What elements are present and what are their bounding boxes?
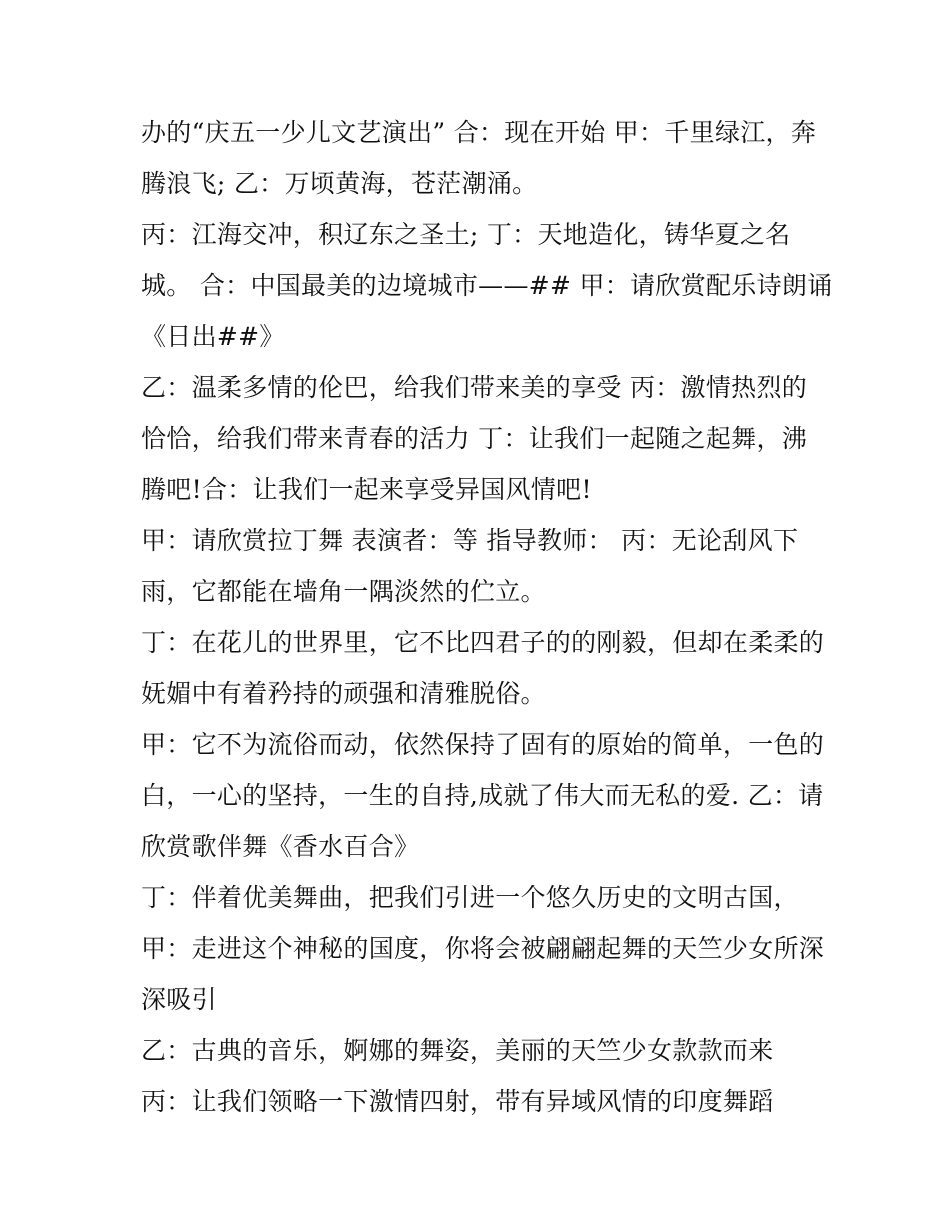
text-line-19: 乙：古典的音乐，婀娜的舞姿，美丽的天竺少女款款而来 <box>141 1036 774 1065</box>
text-line-6: 乙：温柔多情的伦巴，给我们带来美的享受 丙：激情热烈的 <box>141 373 808 402</box>
text-line-18: 深吸引 <box>141 985 217 1014</box>
text-line-3: 丙：江海交冲，积辽东之圣土; 丁：天地造化，铸华夏之名 <box>141 220 791 249</box>
text-line-20: 丙：让我们领略一下激情四射，带有异域风情的印度舞蹈 <box>141 1087 774 1116</box>
text-line-14: 白，一心的坚持，一生的自持,成就了伟大而无私的爱. 乙：请 <box>141 781 824 810</box>
text-line-4: 城。 合：中国最美的边境城市——## 甲：请欣赏配乐诗朗诵 <box>141 271 833 300</box>
text-line-8: 腾吧!合：让我们一起来享受异国风情吧! <box>141 475 592 504</box>
text-line-16: 丁：伴着优美舞曲，把我们引进一个悠久历史的文明古国， <box>141 883 799 912</box>
text-line-7: 恰恰，给我们带来青春的活力 丁：让我们一起随之起舞，沸 <box>141 424 808 453</box>
text-line-12: 妩媚中有着矜持的顽强和清雅脱俗。 <box>141 679 546 708</box>
text-line-11: 丁：在花儿的世界里，它不比四君子的的刚毅，但却在柔柔的 <box>141 628 825 657</box>
text-line-15: 欣赏歌伴舞《香水百合》 <box>141 832 420 861</box>
text-line-13: 甲：它不为流俗而动，依然保持了固有的原始的简单，一色的 <box>141 730 825 759</box>
text-line-9: 甲：请欣赏拉丁舞 表演者：等 指导教师： 丙：无论刮风下 <box>141 526 799 555</box>
script-text-block <box>141 107 831 1127</box>
text-line-2: 腾浪飞; 乙：万顷黄海，苍茫潮涌。 <box>141 169 538 198</box>
text-line-10: 雨，它都能在墙角一隅淡然的伫立。 <box>141 577 546 606</box>
text-line-17: 甲：走进这个神秘的国度，你将会被翩翩起舞的天竺少女所深 <box>141 934 825 963</box>
text-line-5: 《日出##》 <box>141 322 285 351</box>
text-line-1: 办的“庆五一少儿文艺演出” 合：现在开始 甲：千里绿江，奔 <box>141 118 817 147</box>
